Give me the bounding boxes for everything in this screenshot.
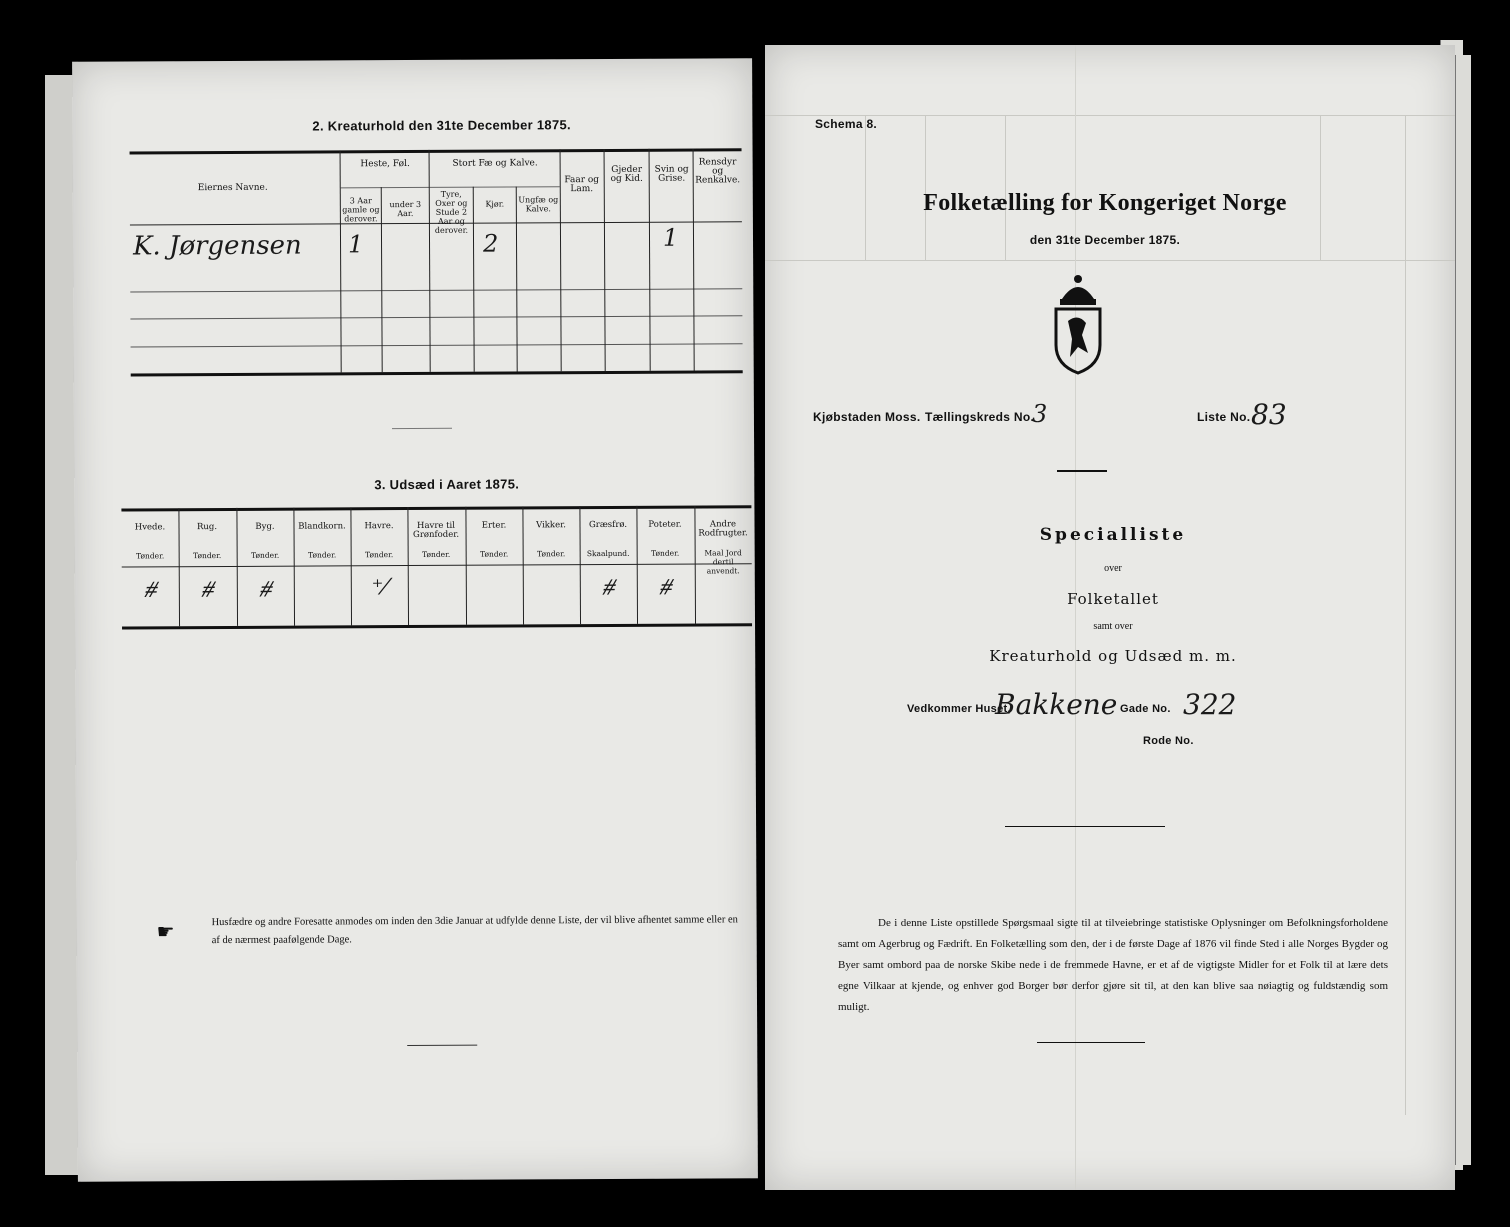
- header-horses-3plus: 3 Aar gamle og derover.: [342, 196, 380, 224]
- seed-header-0: Hvede.: [134, 522, 166, 533]
- seed-dash-mark: ⁺⁄: [371, 575, 388, 601]
- seed-header-3: Blandkorn.: [298, 521, 346, 532]
- rode-label: Rode No.: [1143, 735, 1194, 747]
- seed-header-9: Poteter.: [648, 519, 682, 530]
- divider-short: [1057, 470, 1107, 472]
- section2-title: 2. Kreaturhold den 31te December 1875.: [312, 117, 571, 134]
- seed-unit-2: Tønder.: [251, 550, 280, 560]
- header-reindeer: Rensdyr og Renkalve.: [695, 157, 741, 186]
- street-value: Bakkene: [995, 688, 1118, 721]
- header-sheep: Faar og Lam.: [564, 175, 600, 195]
- town-label: Kjøbstaden Moss.: [813, 410, 921, 424]
- header-pigs: Svin og Grise.: [654, 164, 689, 184]
- seed-unit-9: Tønder.: [651, 548, 680, 558]
- instruction-paragraph: De i denne Liste opstillede Spørgsmaal sigte til at tilveiebringe statistiske Oplysninger om Befolkningsforholdene samt om Agerbrug og Fædrift. En Folketælling som den, der i de første Dage af 1876 vil finde Sted i alle Norges Bygder og Byer samt ombord paa de norske Skibe nede i de fremmede Havne, er et af de vigtigste Midler for et Folk til at lære dets egne Vilkaar at kjende, og enhver god Borger bør derfor gjøre sit til, at den kan blive saa nøiagtig og fuldstændig som muligt.: [838, 917, 1388, 1013]
- main-title: Folketælling for Kongeriget Norge: [923, 190, 1287, 216]
- street-label: Gade No.: [1120, 703, 1171, 715]
- page-stack-edge: [1455, 55, 1471, 1165]
- house-number: 322: [1183, 688, 1237, 721]
- seed-header-6: Erter.: [481, 520, 507, 531]
- pointing-hand-icon: ☛: [156, 919, 175, 944]
- bottom-rule: [1037, 1042, 1145, 1043]
- seed-dash-mark: ⧣: [201, 576, 214, 602]
- seed-unit-1: Tønder.: [193, 551, 222, 561]
- left-page: [72, 58, 758, 1182]
- owner-name: K. Jørgensen: [132, 230, 302, 262]
- header-owner: Eiernes Navne.: [197, 182, 268, 194]
- seed-header-4: Havre.: [364, 521, 394, 532]
- divider: [392, 428, 452, 429]
- right-page: [765, 45, 1455, 1190]
- kreaturhold-heading: Kreaturhold og Udsæd m. m.: [989, 647, 1237, 665]
- horses-count: 1: [347, 230, 364, 259]
- header-young-cattle: Ungfæ og Kalve.: [518, 195, 559, 214]
- header-cows: Kjør.: [485, 199, 505, 209]
- seed-dash-mark: ⧣: [144, 576, 157, 602]
- seed-unit-5: Tønder.: [422, 549, 451, 559]
- notice-text: Husfædre og andre Foresatte anmodes om inden den 3die Januar at udfylde denne Liste, der vil blive afhentet samme eller en af de nærmest paafølgende Dage.: [211, 914, 738, 947]
- seed-unit-6: Tønder.: [480, 549, 509, 559]
- norwegian-coat-of-arms-icon: [1048, 273, 1108, 379]
- seed-unit-4: Tønder.: [365, 550, 394, 560]
- seed-unit-7: Tønder.: [537, 549, 566, 559]
- seed-header-8: Græsfrø.: [588, 519, 628, 531]
- district-value: 3: [1032, 400, 1048, 428]
- seed-unit-10: Maal Jord dertil anvendt.: [704, 548, 742, 576]
- bottom-rule: [407, 1045, 477, 1046]
- house-label: Vedkommer Huset,: [907, 703, 1011, 715]
- seed-table: [72, 58, 752, 62]
- district-label: Tællingskreds No.: [925, 410, 1035, 424]
- schema-label: Schema 8.: [815, 117, 878, 131]
- header-bulls: Tyre, Oxer og Stude 2 Aar og derover.: [434, 189, 469, 235]
- header-horses-under3: under 3 Aar.: [389, 199, 422, 219]
- seed-header-1: Rug.: [196, 522, 218, 533]
- over-text: over: [1104, 563, 1122, 574]
- divider-long: [1005, 826, 1165, 827]
- seed-header-10: Andre Rodfrugter.: [698, 519, 748, 539]
- header-goats: Gjeder og Kid.: [610, 164, 643, 184]
- cows-count: 2: [482, 229, 499, 258]
- seed-unit-8: Skaalpund.: [586, 548, 630, 559]
- seed-unit-0: Tønder.: [136, 551, 165, 561]
- seed-dash-mark: ⧣: [659, 573, 672, 599]
- seed-dash-mark: ⧣: [259, 575, 272, 601]
- list-value: 83: [1251, 398, 1287, 431]
- seed-header-2: Byg.: [255, 521, 275, 532]
- header-cattle: Stort Fæ og Kalve.: [452, 158, 538, 169]
- seed-unit-3: Tønder.: [308, 550, 337, 560]
- pigs-count: 1: [662, 223, 679, 252]
- folketallet-heading: Folketallet: [1067, 590, 1159, 608]
- census-date: den 31te December 1875.: [1029, 233, 1181, 247]
- section3-title: 3. Udsæd i Aaret 1875.: [374, 476, 520, 493]
- seed-dash-mark: ⧣: [602, 573, 615, 600]
- header-horses: Heste, Føl.: [360, 159, 410, 170]
- specialliste-heading: Specialliste: [1039, 525, 1187, 545]
- seed-header-7: Vikker.: [536, 520, 566, 531]
- seed-header-5: Havre til Grønfoder.: [413, 520, 460, 541]
- samt-over-text: samt over: [1093, 621, 1133, 632]
- list-label: Liste No.: [1197, 410, 1251, 424]
